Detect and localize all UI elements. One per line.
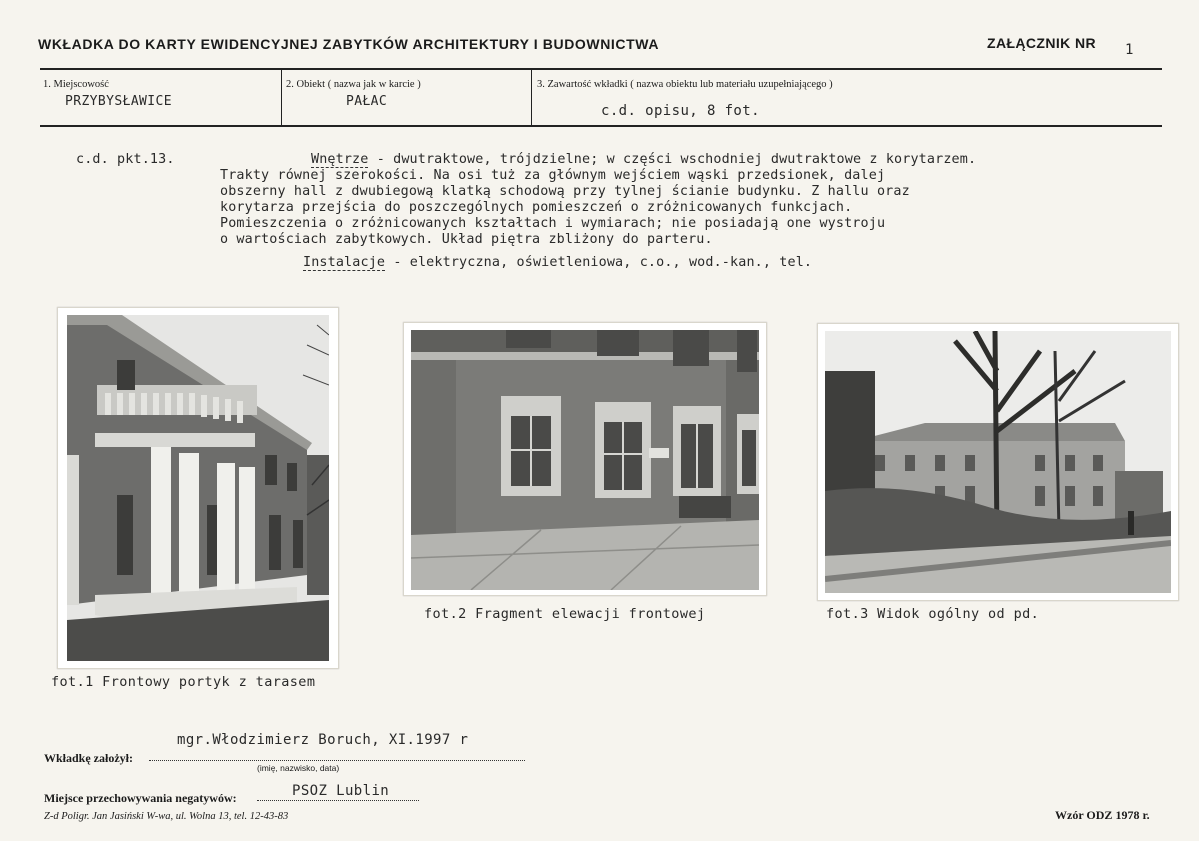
- point-reference: c.d. pkt.13.: [76, 152, 175, 167]
- photo-1-portico: [57, 307, 339, 669]
- annex-number: 1: [1125, 42, 1134, 58]
- photo-3-general-view: [817, 323, 1179, 601]
- photo-3-caption: fot.3 Widok ogólny od pd.: [826, 606, 1040, 622]
- content-label: 3. Zawartość wkładki ( nazwa obiektu lub materiału uzupełniającego ): [537, 79, 833, 90]
- description-line-1: [311, 152, 976, 168]
- annex-label: ZAŁĄCZNIK NR: [987, 35, 1097, 51]
- interior-heading: Wnętrze: [311, 152, 369, 167]
- description-line-4: korytarza przejścia do poszczególnych pomieszczeń o zróżnicowanych funkcjach.: [220, 200, 853, 215]
- place-value: PRZYBYSŁAWICE: [65, 94, 172, 109]
- photo-2-image: [411, 330, 759, 590]
- photo-1-caption: fot.1 Frontowy portyk z tarasem: [51, 674, 316, 690]
- field-divider-1: [281, 69, 282, 126]
- photo-2-facade: [403, 322, 767, 596]
- created-by-note: (imię, nazwisko, data): [257, 763, 340, 773]
- place-label: 1. Miejscowość: [43, 79, 109, 90]
- description-line-7: [303, 255, 812, 271]
- created-by-value: mgr.Włodzimierz Boruch, XI.1997 r: [177, 732, 469, 748]
- photo-2-caption: fot.2 Fragment elewacji frontowej: [424, 606, 706, 622]
- content-value: c.d. opisu, 8 fot.: [601, 103, 760, 119]
- object-value: PAŁAC: [346, 94, 388, 109]
- storage-value: PSOZ Lublin: [292, 783, 390, 799]
- description-line-3: obszerny hall z dwubiegową klatką schodową przy tylnej ścianie budynku. Z hallu oraz: [220, 184, 910, 199]
- description-line-2: Trakty równej szerokości. Na osi tuż za głównym wejściem wąski przedsionek, dalej: [220, 168, 886, 183]
- created-by-line: [149, 760, 525, 761]
- created-by-label: Wkładkę założył:: [44, 751, 133, 765]
- object-label: 2. Obiekt ( nazwa jak w karcie ): [286, 79, 421, 90]
- bottom-rule: [40, 125, 1162, 127]
- sheet-title: WKŁADKA DO KARTY EWIDENCYJNEJ ZABYTKÓW ARCHITEKTURY I BUDOWNICTWA: [38, 36, 660, 52]
- photo-1-image: [67, 315, 329, 661]
- form-id: Wzór ODZ 1978 r.: [1055, 808, 1150, 822]
- storage-line: [257, 800, 419, 801]
- field-divider-2: [531, 69, 532, 126]
- description-line-6: o wartościach zabytkowych. Układ piętra zbliżony do parteru.: [220, 232, 713, 247]
- photo-3-image: [825, 331, 1171, 593]
- interior-text: - dwutraktowe, trójdzielne; w części wschodniej dwutraktowe z korytarzem.: [368, 152, 977, 167]
- top-rule: [40, 68, 1162, 70]
- installations-heading: Instalacje: [303, 255, 386, 270]
- storage-label: Miejsce przechowywania negatywów:: [44, 791, 237, 805]
- description-line-5: Pomieszczenia o zróżnicowanych kształtach i wymiarach; nie posiadają one wystroju: [220, 216, 886, 231]
- installations-text: - elektryczna, oświetleniowa, c.o., wod.-kan., tel.: [385, 255, 813, 270]
- printer-info: Z-d Poligr. Jan Jasiński W-wa, ul. Wolna 13, tel. 12-43-83: [44, 811, 289, 822]
